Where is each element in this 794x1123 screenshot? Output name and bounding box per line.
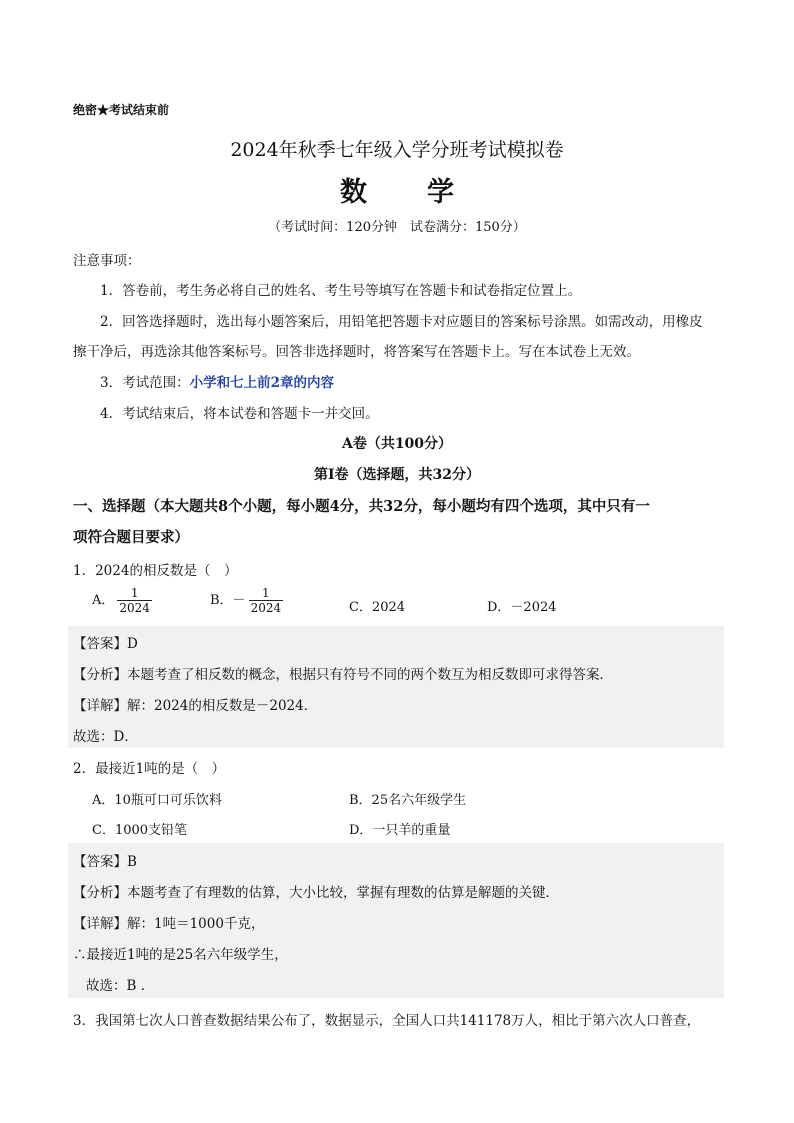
q2-option-a: A．10瓶可口可乐饮料 (92, 793, 222, 808)
fraction-numerator: 1 (117, 586, 152, 601)
q1-option-c: C．2024 (349, 600, 406, 615)
q1-stem: 1．2024的相反数是（ ） (73, 563, 238, 579)
note-item-1: 1．答卷前，考生务必将自己的姓名、考生号等填写在答题卡和试卷指定位置上。 (100, 283, 582, 299)
choice-section-heading-line-2: 项符合题目要求） (73, 529, 189, 546)
notes-heading: 注意事项： (73, 253, 141, 269)
q1-option-b-fraction (249, 586, 284, 615)
q1-choose: 故选：D． (73, 729, 138, 745)
q2-stem: 2．最接近1吨的是（ ） (73, 761, 226, 777)
q3-stem: 3．我国第七次人口普查数据结果公布了，数据显示，全国人口共141178万人，相比于第六次人口普查， (73, 1013, 701, 1029)
choice-section-heading-line-1: 一、选择题（本大题共8个小题，每小题4分，共32分，每小题均有四个选项，其中只有一 (73, 498, 650, 515)
q2-option-c: C．1000支铅笔 (92, 823, 188, 838)
q2-conclusion: ∴最接近1吨的是25名六年级学生， (73, 947, 288, 963)
fraction-denominator: 2024 (250, 601, 282, 615)
note-item-4: 4．考试结束后，将本试卷和答题卡一并交回。 (100, 406, 379, 422)
q2-choose: 故选：B ． (86, 978, 155, 994)
exam-title: 2024年秋季七年级入学分班考试模拟卷 (230, 139, 564, 161)
fraction-denominator: 2024 (119, 601, 150, 615)
q1-option-a-label: A． (92, 593, 115, 608)
q2-answer: 【答案】B (73, 854, 137, 870)
fraction-numerator: 1 (249, 586, 284, 601)
q1-option-b-label: B．－ (210, 593, 246, 608)
note-item-3-scope: 小学和七上前2章的内容 (189, 375, 334, 391)
part-1-heading: 第I卷（选择题，共32分） (313, 467, 481, 483)
note-item-2-line-1: 2．回答选择题时，选出每小题答案后，用铅笔把答题卡对应题目的答案标号涂黑。如需改动，用橡皮 (100, 314, 703, 330)
q2-analysis: 【分析】本题考查了有理数的估算，大小比较，掌握有理数的估算是解题的关键． (73, 885, 559, 901)
q2-option-d: D．一只羊的重量 (349, 823, 451, 838)
subject-title: 数学 (340, 177, 514, 208)
q1-option-d: D．－2024 (487, 600, 557, 615)
note-item-3-prefix: 3．考试范围： (100, 375, 190, 391)
paper-a-heading: A卷（共100分） (341, 436, 453, 452)
q1-option-b (210, 586, 283, 615)
q2-option-b: B．25名六年级学生 (349, 793, 467, 808)
q2-detail: 【详解】解：1吨＝1000千克， (73, 916, 265, 932)
q1-detail: 【详解】解：2024的相反数是－2024． (73, 698, 318, 714)
exam-info: （考试时间：120分钟 试卷满分：150分） (268, 220, 526, 235)
q1-option-a (92, 586, 152, 615)
q1-analysis: 【分析】本题考查了相反数的概念，根据只有符号不同的两个数互为相反数即可求得答案． (73, 667, 613, 683)
q1-answer-box (68, 626, 724, 748)
confidential-label: 绝密★考试结束前 (73, 103, 170, 117)
q1-answer: 【答案】D (73, 636, 138, 652)
q1-option-a-fraction (117, 586, 152, 615)
note-item-2-line-2: 擦干净后，再选涂其他答案标号。回答非选择题时，将答案写在答题卡上。写在本试卷上无效。 (73, 344, 640, 360)
note-item-3 (100, 371, 334, 391)
